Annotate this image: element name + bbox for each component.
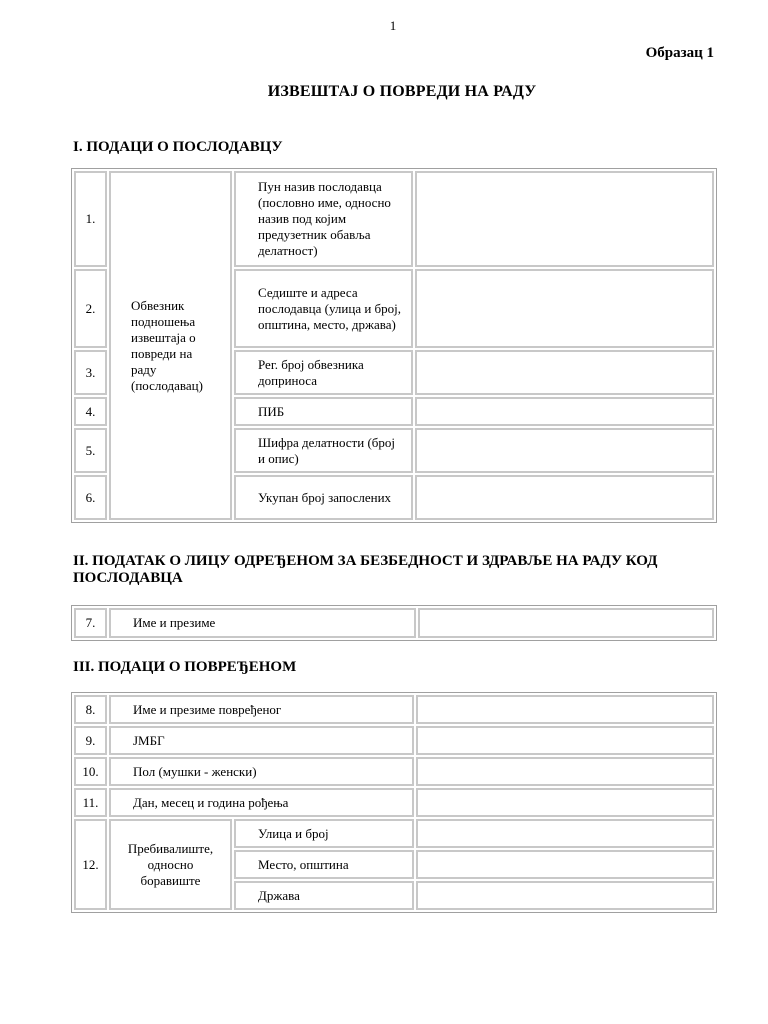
country-field[interactable] [416,881,714,910]
table-row [74,819,714,848]
field-label-activity-code: Шифра делатности (број и опис) [234,428,413,473]
field-label-street: Улица и број [234,819,414,848]
city-field[interactable] [416,850,714,879]
gender-field[interactable] [416,757,714,786]
field-label-pib: ПИБ [234,397,413,426]
injured-name-field[interactable] [416,695,714,724]
field-label-jmbg: ЈМБГ [109,726,414,755]
birth-date-field[interactable] [416,788,714,817]
row-number: 11. [74,788,107,817]
employer-address-field[interactable] [415,269,714,348]
row-number: 10. [74,757,107,786]
registration-number-field[interactable] [415,350,714,395]
obligor-group-label: Обвезник подношења извештаја о повреди на раду (послодавац) [109,171,232,520]
field-label-officer-name: Име и презиме [109,608,416,638]
table-row [74,171,714,267]
safety-officer-table [71,605,717,641]
field-label-gender: Пол (мушки - женски) [109,757,414,786]
pib-field[interactable] [415,397,714,426]
activity-code-field[interactable] [415,428,714,473]
field-label-country: Држава [234,881,414,910]
row-number: 5. [74,428,107,473]
field-label-injured-name: Име и презиме повређеног [109,695,414,724]
row-number: 12. [74,819,107,910]
section-1-heading: I. ПОДАЦИ О ПОСЛОДАВЦУ [73,139,283,155]
jmbg-field[interactable] [416,726,714,755]
table-row [74,695,714,724]
row-number: 3. [74,350,107,395]
field-label-employee-count: Укупан број запослених [234,475,413,520]
field-label-registration-number: Рег. број обвезника доприноса [234,350,413,395]
field-label-employer-address: Седиште и адреса послодавца (улица и број, општина, место, држава) [234,269,413,348]
table-row [74,757,714,786]
row-number: 8. [74,695,107,724]
table-row [74,608,714,638]
row-number: 7. [74,608,107,638]
residence-group-label: Пребивалиште, односно боравиште [109,819,232,910]
table-row [74,788,714,817]
row-number: 9. [74,726,107,755]
employer-full-name-field[interactable] [415,171,714,267]
field-label-birth-date: Дан, месец и година рођења [109,788,414,817]
officer-name-field[interactable] [418,608,714,638]
section-3-heading: III. ПОДАЦИ О ПОВРЕЂЕНОМ [73,659,297,675]
employee-count-field[interactable] [415,475,714,520]
field-label-city: Место, општина [234,850,414,879]
page-number: 1 [389,18,397,33]
row-number: 4. [74,397,107,426]
injured-person-table [71,692,717,913]
form-label: Образац 1 [645,45,714,61]
field-label-employer-full-name: Пун назив послодавца (пословно име, односно назив под којим предузетник обавља делатност) [234,171,413,267]
street-field[interactable] [416,819,714,848]
document-title: ИЗВЕШТАЈ О ПОВРЕДИ НА РАДУ [267,83,537,100]
section-2-heading: II. ПОДАТАК О ЛИЦУ ОДРЕЂЕНОМ ЗА БЕЗБЕДНОСТ И ЗДРАВЉЕ НА РАДУ КОД ПОСЛОДАВЦА [73,553,658,586]
row-number: 6. [74,475,107,520]
row-number: 1. [74,171,107,267]
table-row [74,726,714,755]
employer-data-table [71,168,717,523]
row-number: 2. [74,269,107,348]
